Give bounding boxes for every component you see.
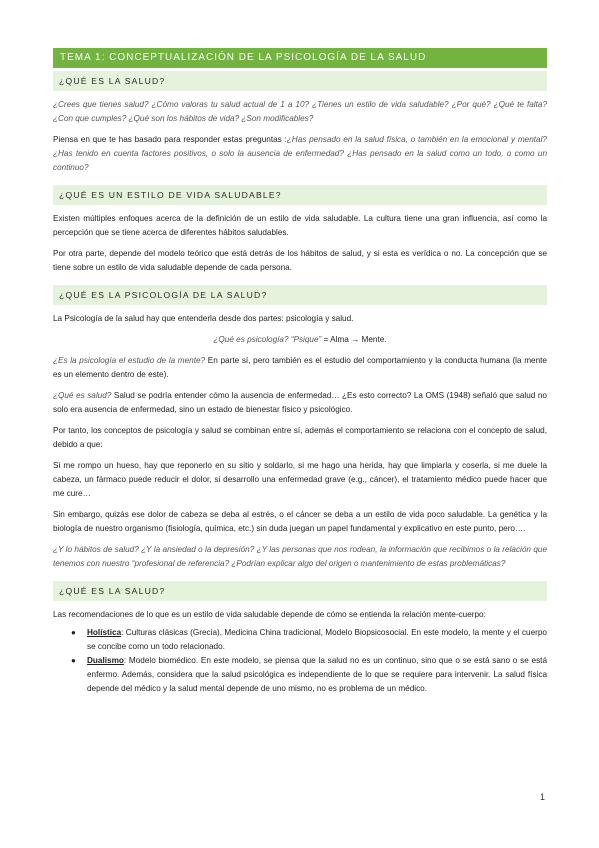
page-number: 1	[540, 792, 546, 802]
list-item-key: Holística	[87, 628, 122, 637]
closing-questions: ¿Y lo hábitos de salud? ¿Y la ansiedad o la depresión? ¿Y las personas que nos rodean, la información que recibimos o la relación que tenemos con nuestro “profesional de referencia? ¿Podrían explicar algo del origen o mantenimiento de estas problemáticas?	[53, 545, 547, 568]
reflection-prompt	[53, 133, 547, 175]
paragraph: La Psicología de la salud hay que entenderla desde dos partes: psicología y salud.	[53, 314, 354, 323]
mind-body-list	[53, 626, 547, 696]
paragraph: Por otra parte, depende del modelo teórico que está detrás de los hábitos de salud, y si esta es verídica o no. La concepción que se tiene sobre un estilo de vida saludable depende de cada persona.	[53, 249, 547, 272]
list-item-text: : Culturas clásicas (Grecia), Medicina China tradicional, Modelo Biopsicosocial. En este modelo, la mente y el cuerpo se concibe como un todo relacionado.	[87, 628, 547, 651]
bullet-icon: ●	[71, 628, 76, 637]
prompt-questions: ¿Has pensado en la salud física, o también en la emocional y mental? ¿Has tenido en cuenta factores positivos, o solo la ausencia de enfermedad? ¿Has pensado en la salud como un todo, o como un continuo?	[53, 135, 547, 172]
section-heading-psicologia-de-la-salud: ¿QUÉ ES LA PSICOLOGÍA DE LA SALUD?	[53, 285, 547, 305]
answer-psicologia: En parte sí, pero también es el estudio del comportamiento y la conducta humana (la mente es un elemento dentro de este).	[53, 356, 547, 379]
list-item-text: : Modelo biomédico. En este modelo, se piensa que la salud no es un continuo, sino que o se está sano o se está enfermo. Además, considera que la salud psicológica es independiente de lo que se requiere para intervenir. La salud física depende del médico y la salud mental depende de uno mismo, no es problema de un médico.	[87, 656, 547, 693]
reflection-questions: ¿Crees que tienes salud? ¿Cómo valoras tu salud actual de 1 a 10? ¿Tienes un estilo de vida saludable? ¿Por qué? ¿Qué te falta? ¿Con que cumples? ¿Qué son los hábitos de vida? ¿Son modificables?	[53, 100, 547, 123]
question-salud: ¿Qué es salud?	[53, 391, 112, 400]
answer-salud: Salud se podría entender cómo la ausencia de enfermedad… ¿Es esto correcto? La OMS (1948) señaló que salud no solo era ausencia de enfermedad, sino un estado de bienestar físico y psicológico.	[53, 391, 547, 414]
section-heading-estilo-de-vida: ¿QUÉ ES UN ESTILO DE VIDA SALUDABLE?	[53, 185, 547, 205]
list-item	[71, 654, 547, 696]
section-heading-que-es-la-salud-2: ¿QUÉ ES LA SALUD?	[53, 581, 547, 601]
prompt-lead: Piensa en que te has basado para responder estas preguntas :	[53, 135, 287, 144]
paragraph: Sin embargo, quizás ese dolor de cabeza se deba al estrés, o el cáncer se deba a un estilo de vida poco saludable. La genética y la biología de nuestro organismo (fisiología, química, etc.) sin duda juegan un papel fundamental y explicativo en este punto, pero….	[53, 510, 547, 533]
paragraph: Existen múltiples enfoques acerca de la definición de un estilo de vida saludable. La cultura tiene una gran influencia, así como la percepción que se tiene acerca de diferentes hábitos saludables.	[53, 214, 547, 237]
section-heading-que-es-la-salud: ¿QUÉ ES LA SALUD?	[53, 71, 547, 91]
psique-definition	[53, 333, 547, 347]
psique-answer: = Alma → Mente.	[321, 335, 387, 344]
psique-question: ¿Qué es psicología? “Psique”	[213, 335, 322, 344]
paragraph: Las recomendaciones de lo que es un estilo de vida saludable depende de cómo se entienda la relación mente-cuerpo:	[53, 610, 486, 619]
question-psicologia: ¿Es la psicología el estudio de la mente?	[53, 356, 206, 365]
document-title: TEMA 1: CONCEPTUALIZACIÓN DE LA PSICOLOGÍA DE LA SALUD	[53, 48, 547, 68]
list-item-key: Dualismo	[87, 656, 124, 665]
list-item	[71, 626, 547, 654]
paragraph: Si me rompo un hueso, hay que reponerlo en su sitio y soldarlo, si me hago una herida, hay que limpiarla y coserla, si me duele la cabeza, un fármaco puede reducir el dolor, si desarrollo una enfermedad grave (e.g., cáncer), el tratamiento médico puede hacer que me cure…	[53, 461, 547, 498]
document-page	[53, 48, 547, 696]
paragraph	[53, 354, 547, 382]
paragraph: Por tanto, los conceptos de psicología y salud se combinan entre sí, además el comportamiento se relaciona con el concepto de salud, debido a que:	[53, 426, 547, 449]
paragraph	[53, 389, 547, 417]
bullet-icon: ●	[71, 656, 76, 665]
